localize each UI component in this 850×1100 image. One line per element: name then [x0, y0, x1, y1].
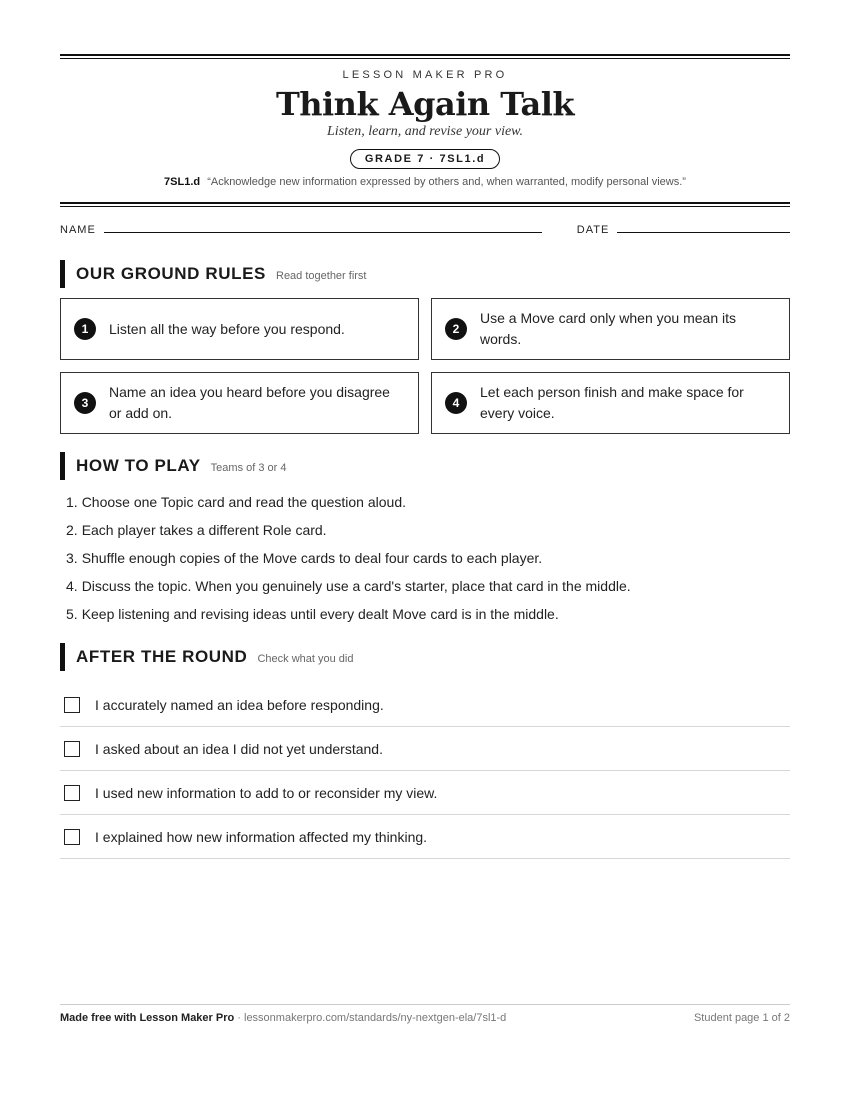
how-to-play-subtitle: Teams of 3 or 4 — [210, 462, 287, 474]
step-number: 5. — [66, 606, 78, 622]
worksheet-title: Think Again Talk — [275, 85, 575, 123]
date-field[interactable] — [617, 232, 790, 233]
standard-code: 7SL1.d — [164, 176, 201, 188]
after-round-title: AFTER THE ROUND — [76, 647, 248, 666]
rule-number-badge: 3 — [74, 392, 96, 414]
page-footer — [60, 1004, 790, 1024]
checklist-text: I asked about an idea I did not yet understand. — [95, 740, 383, 757]
rule-text: Use a Move card only when you mean its words. — [480, 310, 737, 347]
checkbox[interactable] — [64, 741, 80, 757]
ground-rules-grid — [60, 298, 790, 434]
step-text: Choose one Topic card and read the question aloud. — [81, 494, 406, 510]
top-divider — [60, 54, 790, 56]
footer-url: · lessonmakerpro.com/standards/ny-nextgen-ela/7sl1-d — [237, 1012, 507, 1024]
checklist-text: I explained how new information affected my thinking. — [95, 828, 428, 845]
how-to-play-title: HOW TO PLAY — [76, 456, 201, 475]
rule-text: Name an idea you heard before you disagree or add on. — [109, 384, 390, 421]
checkbox[interactable] — [64, 829, 80, 845]
rule-text: Let each person finish and make space for every voice. — [480, 384, 744, 421]
name-date-row — [60, 224, 790, 236]
grade-badge: GRADE 7 · 7SL1.d — [350, 149, 500, 169]
worksheet-subtitle: Listen, learn, and revise your view. — [327, 124, 523, 139]
step-item — [60, 544, 790, 572]
step-number: 1. — [66, 494, 78, 510]
checklist-item — [60, 771, 790, 815]
footer-credit — [60, 1012, 506, 1024]
checklist-item — [60, 727, 790, 771]
checklist-item — [60, 683, 790, 727]
step-text: Keep listening and revising ideas until every dealt Move card is in the middle. — [81, 606, 559, 622]
rule-number-badge: 2 — [445, 318, 467, 340]
checkbox[interactable] — [64, 785, 80, 801]
step-item — [60, 572, 790, 600]
header-divider — [60, 202, 790, 204]
step-text: Discuss the topic. When you genuinely use a card's starter, place that card in the middle. — [81, 578, 631, 594]
worksheet-page — [60, 54, 790, 859]
step-item — [60, 516, 790, 544]
rule-text: Listen all the way before you respond. — [109, 320, 345, 337]
standard-text: “Acknowledge new information expressed by others and, when warranted, modify personal views.” — [207, 176, 686, 188]
step-number: 4. — [66, 578, 78, 594]
checkbox[interactable] — [64, 697, 80, 713]
after-round-subtitle: Check what you did — [257, 653, 354, 665]
how-to-play-steps — [60, 488, 790, 628]
brand-name: LESSON MAKER PRO — [342, 69, 508, 81]
footer-page-label: Student page 1 of 2 — [693, 1012, 790, 1024]
after-round-checklist — [60, 683, 790, 859]
ground-rules-title: OUR GROUND RULES — [76, 264, 266, 283]
ground-rule-card — [60, 298, 419, 360]
rule-number-badge: 1 — [74, 318, 96, 340]
ground-rule-card — [431, 298, 790, 360]
after-round-heading — [60, 643, 790, 671]
ground-rule-card — [60, 372, 419, 434]
rule-number-badge: 4 — [445, 392, 467, 414]
name-field[interactable] — [104, 232, 542, 233]
step-item — [60, 488, 790, 516]
step-number: 2. — [66, 522, 78, 538]
ground-rules-subtitle: Read together first — [276, 270, 367, 282]
step-text: Each player takes a different Role card. — [81, 522, 327, 538]
date-label: DATE — [576, 224, 610, 236]
standard-statement — [60, 176, 790, 188]
ground-rule-card — [431, 372, 790, 434]
checklist-text: I accurately named an idea before responding. — [95, 696, 384, 713]
name-label: NAME — [60, 224, 96, 236]
checklist-text: I used new information to add to or reconsider my view. — [95, 784, 438, 801]
how-to-play-heading — [60, 452, 790, 480]
checklist-item — [60, 815, 790, 859]
worksheet-header — [60, 69, 790, 188]
step-number: 3. — [66, 550, 78, 566]
footer-made-with: Made free with Lesson Maker Pro — [60, 1012, 235, 1024]
ground-rules-heading — [60, 260, 790, 288]
step-item — [60, 600, 790, 628]
step-text: Shuffle enough copies of the Move cards to deal four cards to each player. — [81, 550, 543, 566]
